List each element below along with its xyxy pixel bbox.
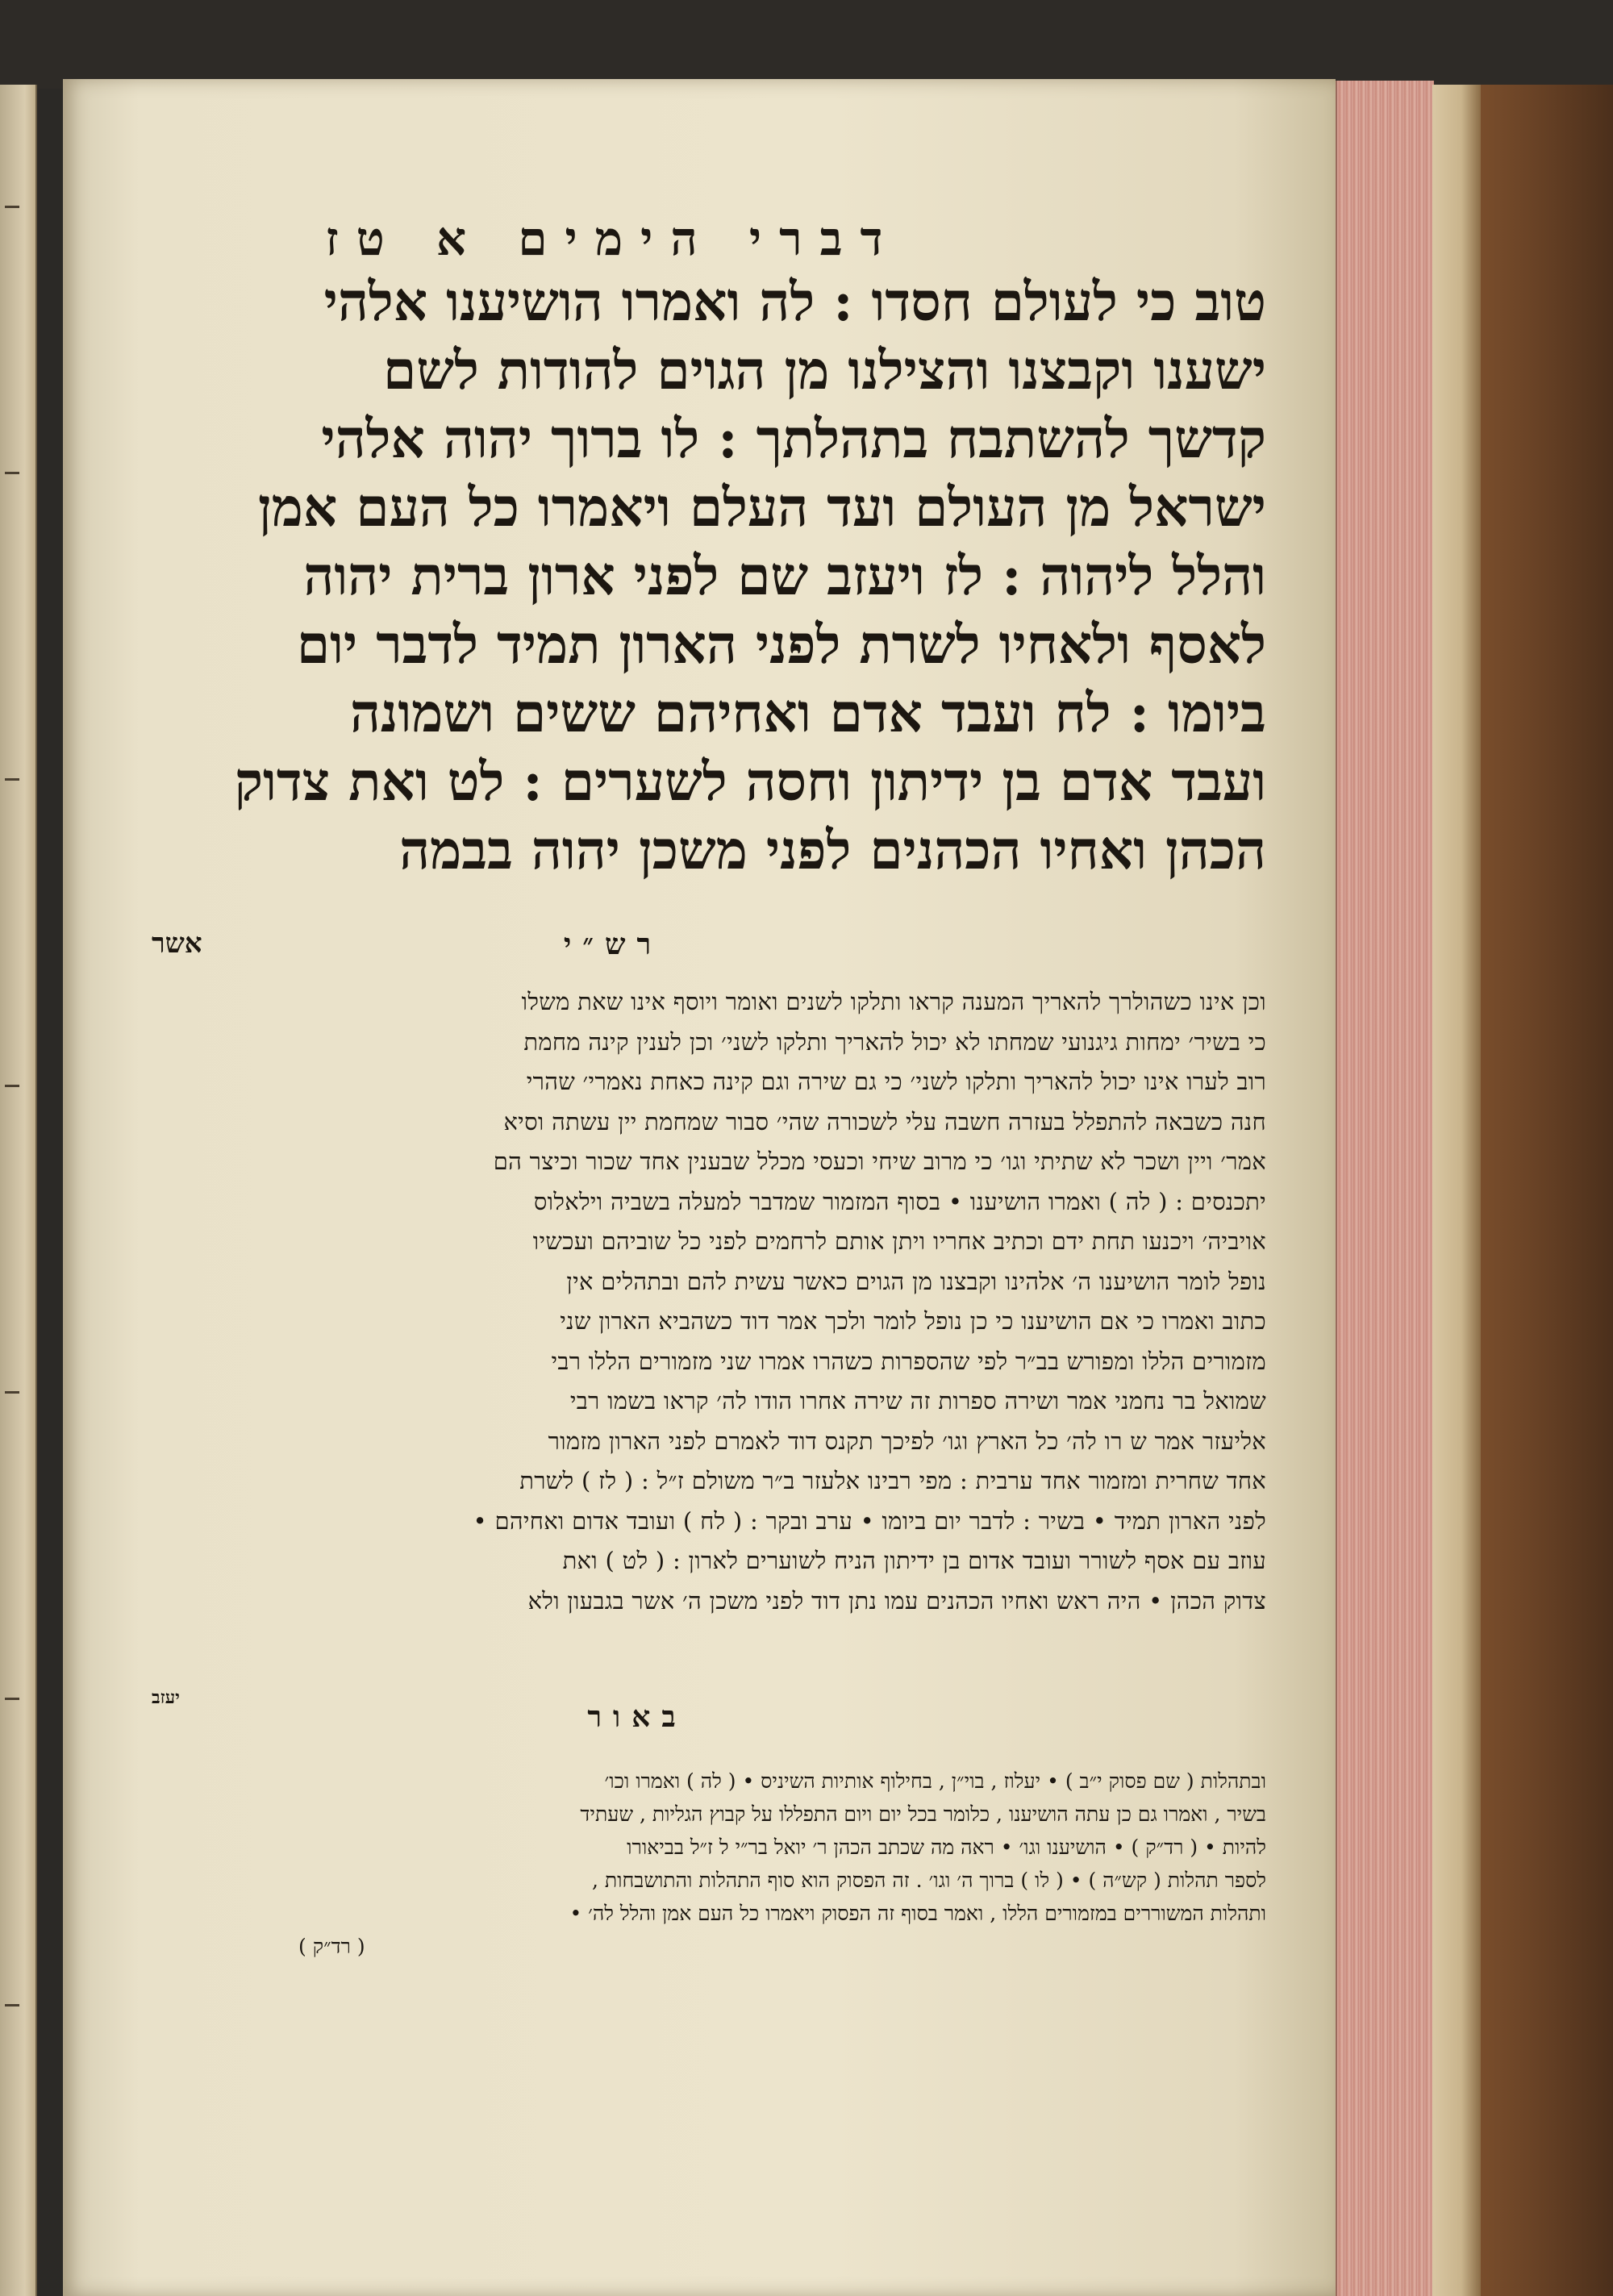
rashi-line: מזמורים הללו ומפורש בב״ר לפי שהספרות כשהרו אמרו שני מזמורים הללו רבי	[551, 1347, 1266, 1375]
biur-line: בשיר , ואמרו גם כן עתה הושיענו , כלומר בכל יום ויום התפללו על קבוץ הגליות , שעתיד	[580, 1802, 1266, 1826]
rashi-line: יתכנסים : ( לה ) ואמרו הושיענו • בסוף המזמור שמדבר למעלה בשביה וילאלוס	[533, 1187, 1266, 1215]
rashi-line: נופל לומר הושיענו ה׳ אלהינו וקבצנו מן הגוים כאשר עשית להם ובתהלים אין	[566, 1267, 1266, 1295]
rashi-line: שמואל בר נחמני אמר ושירה ספרות זה שירה אחרו הודו לה׳ קראו בשמו רבי	[569, 1387, 1266, 1415]
biur-heading: באור	[587, 1700, 687, 1734]
main-text-line: ביומו : לח ועבד אדם ואחיהם ששים ושמונה	[349, 681, 1266, 744]
background-shadow	[0, 0, 1613, 89]
page-mark	[5, 206, 19, 208]
biur-line: ובתהלות ( שם פסוק י״ב ) • יעלוז , בוי״ן , בחילוף אותיות השיניס • ( לה ) ואמרו וכו׳	[604, 1769, 1266, 1793]
rashi-heading: רש״י	[563, 927, 663, 961]
rashi-commentary	[113, 982, 1266, 1621]
main-text-line: ישראל מן העולם ועד העלם ויאמרו כל העם אמן	[257, 476, 1266, 539]
previous-page-edge	[0, 85, 37, 2296]
rashi-catchword: יעזב	[152, 1687, 180, 1708]
biur-line: לספר תהלות ( קש״ה ) • ( לו ) ברוך ה׳ וגו׳ . זה הפסוק הוא סוף התהלות והתושבחות ,	[591, 1869, 1266, 1892]
page-mark	[5, 1085, 19, 1087]
page-mark	[5, 472, 19, 474]
main-text-line: לאסף ולאחיו לשרת לפני הארון תמיד לדבר יום	[296, 613, 1266, 676]
page-mark	[5, 1698, 19, 1700]
rashi-line: רוב לערו אינו יכול להאריך ותלקו לשני׳ כי גם שירה וגם קינה כאחת נאמרי׳ שהרי	[526, 1068, 1266, 1095]
rashi-line: כתוב ואמרו כי אם הושיענו כי כן נופל לומר ולכך אמר דוד כשהביא הארון שני	[560, 1307, 1266, 1335]
rashi-line: לפני הארון תמיד • בשיר : לדבר יום ביומו • ערב ובקר : ( לח ) ועובד אדום ואחיהם •	[473, 1506, 1266, 1535]
cover-edge	[1432, 85, 1481, 2296]
main-text-line: הכהן ואחיו הכהנים לפני משכן יהוה בבמה	[399, 819, 1266, 881]
rashi-line: כי בשיר׳ ימחות גיגנועי שמחתו לא יכול להאריך ותלקו לשני׳ וכן לענין קינה מחמת	[523, 1027, 1266, 1056]
biur-line: להיות • ( רד״ק ) • הושיענו וגו׳ • ראה מה שכתב הכהן ר׳ יואל בר״י ל ז״ל בביאורו	[627, 1836, 1266, 1859]
main-text-line: ועבד אדם בן ידיתון וחסה לשערים : לט ואת צדוק	[234, 750, 1266, 813]
rashi-line: אויביה׳ ויכנעו תחת ידם וכתיב אחריו ויתן אותם לרחמים לפני כל שוביהם ועכשיו	[532, 1227, 1266, 1255]
main-text-block	[113, 268, 1266, 885]
main-catchword: אשר	[152, 927, 202, 960]
page-mark	[5, 1391, 19, 1394]
main-text-line: ישענו וקבצנו והצילנו מן הגוים להודות לשם	[383, 339, 1266, 402]
page-mark	[5, 2004, 19, 2006]
rashi-line: עוזב עם אסף לשורר ועובד אדום בן ידיתון הניח לשוערים לארון : ( לט ) ואת	[562, 1547, 1266, 1574]
biur-source: ( רד״ק )	[298, 1935, 365, 1958]
page-mark	[5, 778, 19, 781]
main-text-line: קדשך להשתבח בתהלתך : לו ברוך יהוה אלהי	[321, 407, 1266, 470]
page-stack-edges	[1336, 81, 1434, 2296]
rashi-line: וכן אינו כשהולרך להאריך המענה קראו ותלקו לשנים ואומר ויוסף אינו שאת משלו	[521, 988, 1266, 1015]
rashi-line: אמר׳ ויין ושכר לא שתיתי וגו׳ כי מרוב שיחי וכעסי מכלל שבענין אחד שכור וכיצר הם	[493, 1148, 1266, 1175]
main-text-line: והלל ליהוה : לז ויעזב שם לפני ארון ברית יהוה	[303, 544, 1266, 607]
biur-commentary	[113, 1765, 1266, 1963]
rashi-line: חנה כשבאה להתפלל בעזרה חשבה עלי לשכורה שהי׳ סבור שמחמת יין עשתה וסיא	[503, 1107, 1266, 1135]
running-head: דברי הימים א טז	[325, 211, 901, 266]
main-text-line: טוב כי לעולם חסדו : לה ואמרו הושיענו אלהי	[323, 270, 1266, 333]
rashi-line: צדוק הכהן • היה ראש ואחיו הכהנים עמו נתן דוד לפני משכן ה׳ אשר בגבעון ולא	[527, 1586, 1266, 1615]
biur-line: ותהלות המשוררים במזמורים הללו , ואמר בסוף זה הפסוק ויאמרו כל העם אמן והלל לה׳ •	[569, 1902, 1266, 1925]
rashi-line: אחד שחרית ומזמור אחד ערבית : מפי רבינו אלעזר ב״ר משולם ז״ל : ( לז ) לשרת	[519, 1467, 1266, 1494]
rashi-line: אליעזר אמר ש רו לה׳ כל הארץ וגו׳ לפיכך תקנס דוד לאמרם לפני הארון מזמור	[548, 1427, 1266, 1455]
